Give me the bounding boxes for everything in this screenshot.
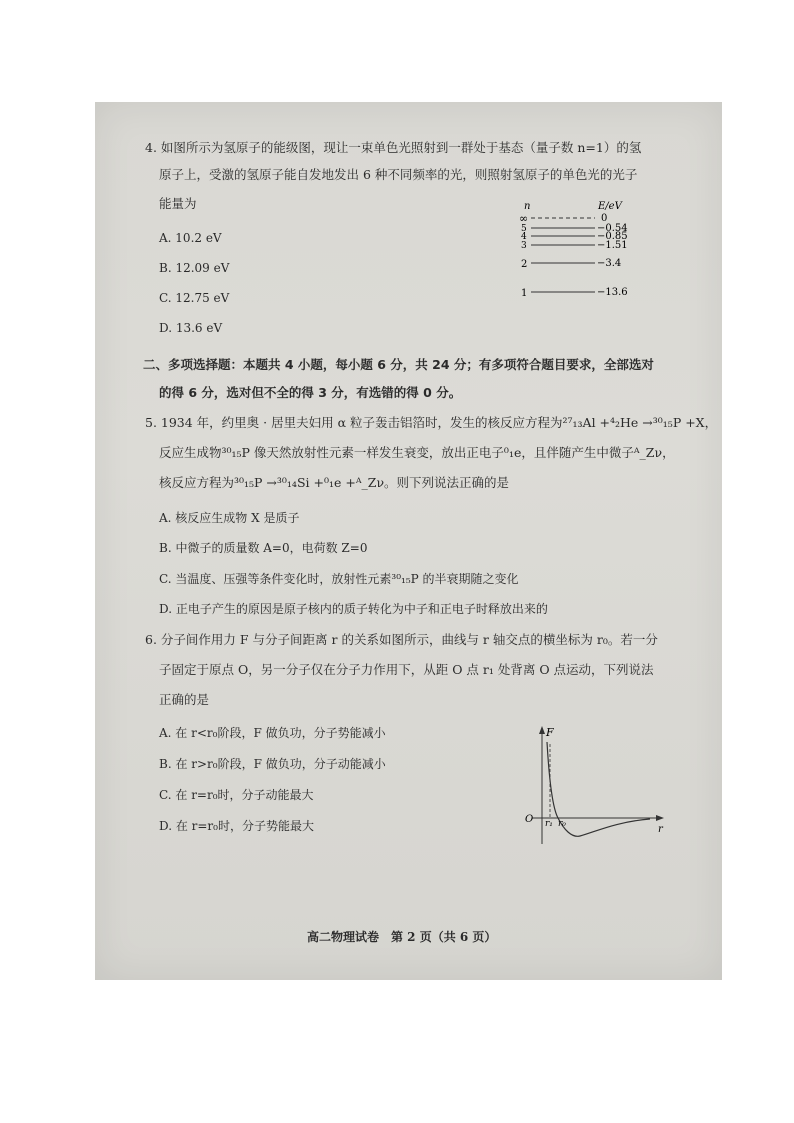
q4-line1: 4. 如图所示为氢原子的能级图，现让一束单色光照射到一群处于基态（量子数 n=1）的氢	[145, 140, 642, 155]
energy-level-diagram	[513, 198, 633, 303]
svg-text:5: 5	[521, 224, 527, 234]
r1-label: r₁	[545, 819, 553, 829]
r-axis-label: r	[658, 824, 663, 835]
diagram-e-label: E/eV	[598, 201, 622, 212]
q5-option-c: C. 当温度、压强等条件变化时，放射性元素³⁰₁₅P 的半衰期随之变化	[159, 572, 519, 586]
q4-option-a: A. 10.2 eV	[159, 231, 222, 245]
q6-line1: 6. 分子间作用力 F 与分子间距离 r 的关系如图所示，曲线与 r 轴交点的横坐标为 r₀。若一分	[145, 632, 658, 647]
svg-text:0: 0	[601, 213, 608, 224]
exam-page	[95, 102, 722, 980]
q6-option-b: B. 在 r>r₀阶段，F 做负功，分子动能减小	[159, 757, 386, 771]
q4-option-b: B. 12.09 eV	[159, 261, 230, 275]
svg-text:4: 4	[521, 232, 527, 242]
f-axis-label: F	[546, 726, 554, 739]
q6-line3: 正确的是	[159, 692, 210, 707]
svg-text:∞: ∞	[519, 212, 529, 225]
svg-text:1: 1	[521, 288, 528, 299]
q5-option-b: B. 中微子的质量数 A=0，电荷数 Z=0	[159, 541, 368, 555]
q5-line3: 核反应方程为³⁰₁₅P →³⁰₁₄Si +⁰₁e +ᴬ_Zν。则下列说法正确的是	[159, 475, 510, 490]
origin-label: O	[525, 814, 534, 825]
level-2	[521, 258, 621, 270]
q4-line3: 能量为	[159, 196, 197, 211]
q5-option-d: D. 正电子产生的原因是原子核内的质子转化为中子和正电子时释放出来的	[159, 602, 548, 616]
level-1	[521, 287, 628, 299]
q6-option-a: A. 在 r<r₀阶段，F 做负功，分子势能减小	[159, 726, 386, 740]
svg-text:−1.51: −1.51	[597, 240, 628, 251]
level-3	[521, 240, 628, 251]
svg-text:3: 3	[521, 241, 527, 251]
svg-text:−3.4: −3.4	[597, 258, 622, 269]
force-distance-graph	[520, 722, 670, 852]
q4-line2: 原子上，受激的氢原子能自发地发出 6 种不同频率的光，则照射氢原子的单色光的光子	[159, 167, 638, 182]
section2-heading-line1: 二、多项选择题：本题共 4 小题，每小题 6 分，共 24 分；有多项符合题目要求，全部选对	[143, 357, 654, 372]
svg-text:−0.85: −0.85	[597, 231, 628, 242]
level-inf	[519, 212, 607, 225]
svg-text:−13.6: −13.6	[597, 287, 628, 298]
q6-option-c: C. 在 r=r₀时，分子动能最大	[159, 788, 314, 802]
r0-label: r₀	[558, 819, 566, 829]
q5-line2: 反应生成物³⁰₁₅P 像天然放射性元素一样发生衰变，放出正电子⁰₁e，且伴随产生中微子ᴬ_Zν，	[159, 445, 675, 460]
q5-option-a: A. 核反应生成物 X 是质子	[159, 511, 300, 525]
page-footer: 高二物理试卷 第 2 页（共 6 页）	[307, 930, 497, 944]
q4-option-c: C. 12.75 eV	[159, 291, 230, 305]
q6-line2: 子固定于原点 O，另一分子仅在分子力作用下，从距 O 点 r₁ 处背离 O 点运动，下列说法	[159, 662, 654, 677]
section2-heading-line2: 的得 6 分，选对但不全的得 3 分，有选错的得 0 分。	[159, 385, 462, 400]
q4-option-d: D. 13.6 eV	[159, 321, 223, 335]
svg-text:−0.54: −0.54	[597, 223, 628, 234]
svg-text:2: 2	[521, 259, 528, 270]
q5-line1: 5. 1934 年，约里奥 · 居里夫妇用 α 粒子轰击铝箔时，发生的核反应方程为²⁷₁₃Al +⁴₂He →³⁰₁₅P +X，	[145, 415, 718, 430]
diagram-n-label: n	[524, 201, 531, 212]
q6-option-d: D. 在 r=r₀时，分子势能最大	[159, 819, 314, 833]
